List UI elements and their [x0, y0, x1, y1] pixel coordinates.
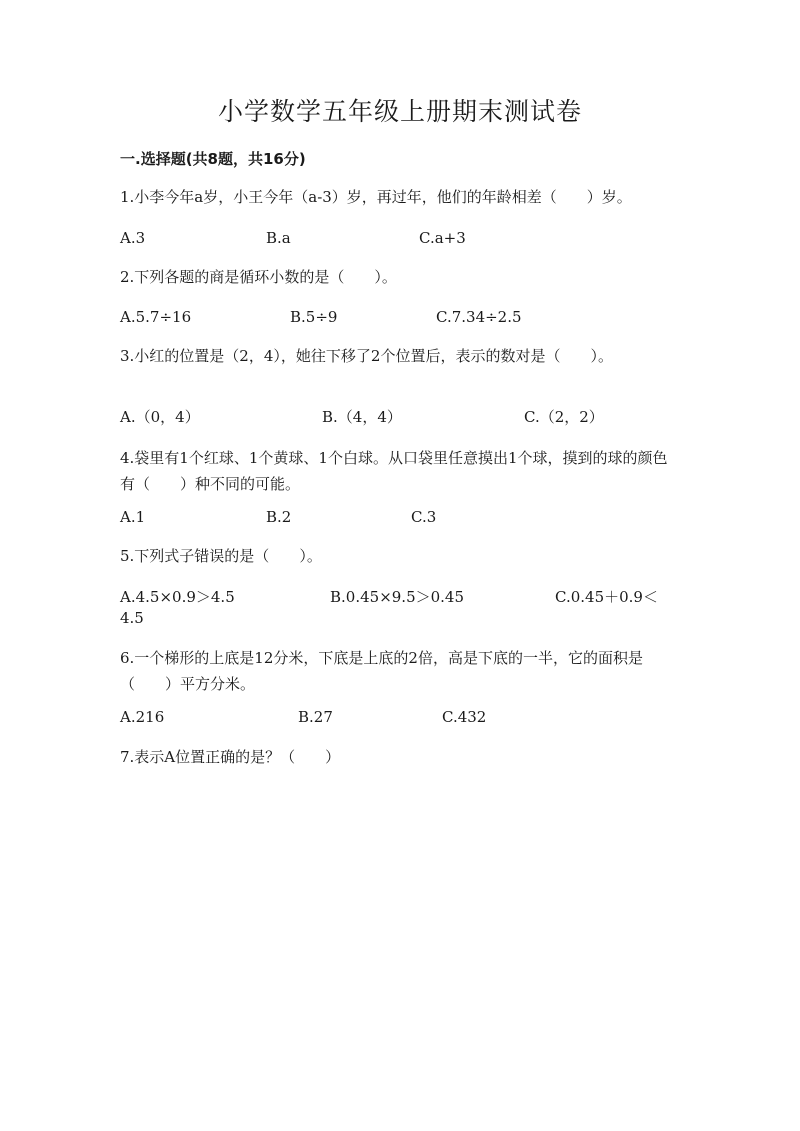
question-6: 6.一个梯形的上底是12分米，下底是上底的2倍，高是下底的一半，它的面积是（ ）平方分米。 — [120, 649, 643, 693]
question-4: 4.袋里有1个红球、1个黄球、1个白球。从口袋里任意摸出1个球，摸到的球的颜色有（ ）种不同的可能。 — [120, 449, 668, 493]
question-5-option-c[interactable]: C.0.45＋0.9＜ — [555, 588, 658, 606]
question-6-option-a[interactable]: A.216 — [120, 708, 165, 726]
question-4-option-c[interactable]: C.3 — [411, 508, 437, 526]
question-3-option-c[interactable]: C.（2，2） — [524, 408, 604, 426]
question-3-option-b[interactable]: B.（4，4） — [322, 408, 402, 426]
question-3-option-a[interactable]: A.（0，4） — [120, 408, 200, 426]
question-1-option-b[interactable]: B.a — [266, 229, 291, 247]
question-1-option-c[interactable]: C.a+3 — [419, 229, 466, 247]
page-title: 小学数学五年级上册期末测试卷 — [217, 97, 582, 126]
question-2-option-c[interactable]: C.7.34÷2.5 — [436, 308, 522, 326]
question-1: 1.小李今年a岁，小王今年（a-3）岁，再过年，他们的年龄相差（ ）岁。 — [120, 188, 632, 206]
question-5: 5.下列式子错误的是（ ）。 — [120, 547, 322, 565]
question-4-option-a[interactable]: A.1 — [120, 508, 146, 526]
question-3: 3.小红的位置是（2，4），她往下移了2个位置后，表示的数对是（ ）。 — [120, 347, 613, 365]
question-4-option-b[interactable]: B.2 — [266, 508, 292, 526]
question-2-option-b[interactable]: B.5÷9 — [290, 308, 338, 326]
question-5-option-b[interactable]: B.0.45×9.5＞0.45 — [330, 588, 465, 606]
question-2: 2.下列各题的商是循环小数的是（ ）。 — [120, 268, 397, 286]
question-6-option-c[interactable]: C.432 — [442, 708, 487, 726]
question-5-option-a[interactable]: A.4.5×0.9＞4.5 — [120, 588, 235, 606]
question-5-option-c-wrap: 4.5 — [120, 609, 144, 627]
question-7: 7.表示A位置正确的是？（ ） — [120, 748, 341, 766]
question-2-option-a[interactable]: A.5.7÷16 — [120, 308, 192, 326]
section-heading: 一.选择题(共8题，共16分) — [120, 150, 306, 168]
question-6-option-b[interactable]: B.27 — [298, 708, 333, 726]
question-1-option-a[interactable]: A.3 — [120, 229, 146, 247]
